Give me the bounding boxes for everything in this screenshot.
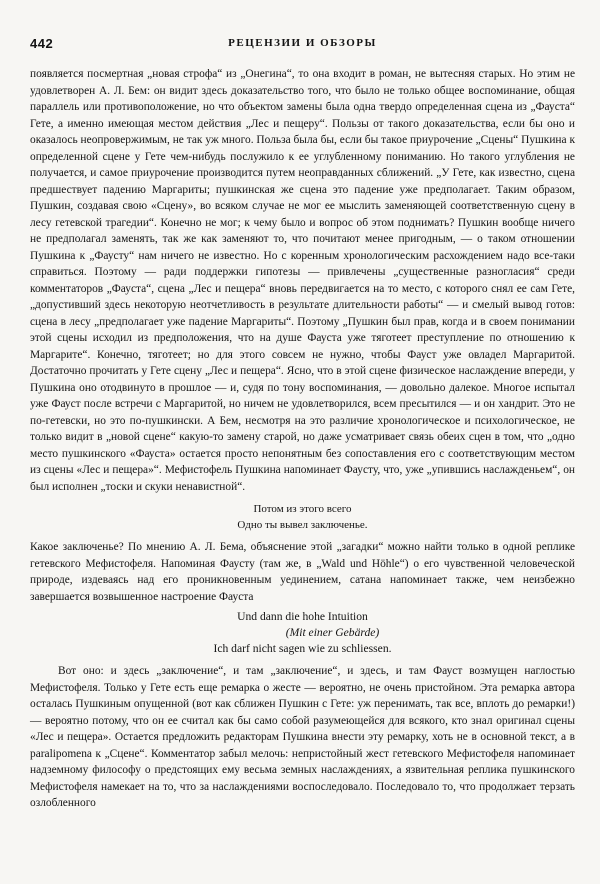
paragraph-1: появляется посмертная „новая строфа“ из „Онегина“, то она входит в роман, не вытесняя старых. Но этим не удовлетворен А. Л. Бем: он видит здесь доказательство того, что было не только общее воспоминание, общая параллель или противоположение, но что объектом замены была одна твердо определенная сцена из „Фауста“ Гете, а именно имеющая местом действия „Лес и пещеру“. Пользы от такого доказательства, если бы оно и оказалось неопровержимым, не так уж много. Польза была бы, если бы такое приурочение „Сцены“ Пушкина к определенной сцене у Гете чем-нибудь послужило к ее углубленному пониманию. Но такого углубления не получается, и самое приурочение производится путем неоправданных сближений. „У Гете, как известно, сцена предшествует падению Маргариты; пушкинская же сцена это падение уже предполагает. Таким образом, Пушкин, создавая свою «Сцену», во всяком случае не мог ее мыслить заменяющей соответственную сцену в лесу гетевской трагедии“. Конечно не мог; к чему было и вопрос об этом поднимать? Пушкин вообще ничего не предполагал заменять, так же как заменяют то, что почитают менее пригодным, — о таком отношении Пушкина к „Фаусту“ нам ничего не известно. Но с коренным хронологическим расхождением надо все-таки справиться. Поэтому — ради поддержки гипотезы — привлечены „существенные разногласия“ среди комментаторов „Фауста“, сцена „Лес и пещера“ вновь передвигается на то место, с которого снял ее сам Гете, „допустивший здесь некоторую неотчетливость в результате длительности работы“ — и смелый вывод готов: сцена в лесу „предполагает уже падение Маргариты“. Поэтому „Пушкин был прав, когда и в своем понимании этой сцены исходил из предположения, что на душе Фауста уже тяготеет преступление по отношению к Маргарите“. Конечно, тяготеет; но для этого совсем не нужно, чтобы Фауст уже овладел Маргаритой. Достаточно прочитать у Гете сцену „Лес и пещера“. Ясно, что в этой сцене физическое наслаждение впереди, у Пушкина оно отодвинуто в прошлое — и, судя по тону воспоминания, — довольно далекое. Многое испытал уже Фауст после встречи с Маргаритой, но ничем не удовлетворился, всем пресытился — и он хандрит. Это не по-гетевски, но это по-пушкински. А Бем, несмотря на это различие хронологическое и психологическое, не только видит в „новой сцене“ какую-то замену старой, но даже усматривает связь обеих сцен в том, что „одно место пушкинского «Фауста» остается просто непонятным без сопоставления его с соответствующим местом из сцены «Лес и пещера»“. Мефистофель Пушкина напоминает Фаусту, что, уже „упившись наслажденьем“, он был исполнен „тоски и скуки ненавистной“. — [30, 68, 575, 493]
running-head: РЕЦЕНЗИИ И ОБЗОРЫ — [228, 37, 377, 49]
goethe-quote — [30, 609, 575, 657]
stage-direction: (Mit einer Gebärde) — [285, 626, 380, 639]
verse-line-2: Одно ты вывел заключенье. — [237, 519, 368, 531]
page-number: 442 — [30, 36, 54, 51]
german-line-1: Und dann die hohe Intuition — [237, 610, 368, 623]
pushkin-verse-quote — [30, 501, 575, 533]
german-line-2: Ich darf nicht sagen wie zu schliessen. — [213, 642, 392, 655]
page-header — [30, 36, 575, 56]
verse-line-1: Потом из этого всего — [253, 503, 352, 515]
article-body — [30, 66, 575, 812]
paragraph-2: Какое заключенье? По мнению А. Л. Бема, объяснение этой „загадки“ можно найти только в одной реплике гетевского Мефистофеля. Напоминая Фаусту (там же, в „Wald und Höhle“) о его чувственной человеческой природе, издеваясь над его проникновенным уединением, сатана напоминает также, чем неизбежно завершается возвышенное настроение Фауста — [30, 541, 575, 603]
paragraph-3: Вот оно: и здесь „заключение“, и там „заключение“, и здесь, и там Фауст возмущен наглостью Мефистофеля. Только у Гете есть еще ремарка о жесте — вероятно, не очень пристойном. Эта ремарка автора осталась Пушкиным опущенной (вот как сближен Пушкин с Гете: уж перенимать, так все, вплоть до ремарки!) — вероятно потому, что он ее считал как бы само собой разумеющейся для всякого, кто знал оригинал сцены «Лес и пещера». Остается предложить редакторам Пушкина внести эту ремарку, хоть не в основной текст, а в paralipomena к „Сцене“. Комментатор забыл мелочь: непристойный жест гетевского Мефистофеля напоминает надземному философу о предстоящих ему весьма земных наслаждениях, а язвительная реплика пушкинского Мефистофеля намекает на то, что за наслаждениями воспоследовало. Последовало то, что продолжает терзать озлобленного — [30, 665, 575, 809]
